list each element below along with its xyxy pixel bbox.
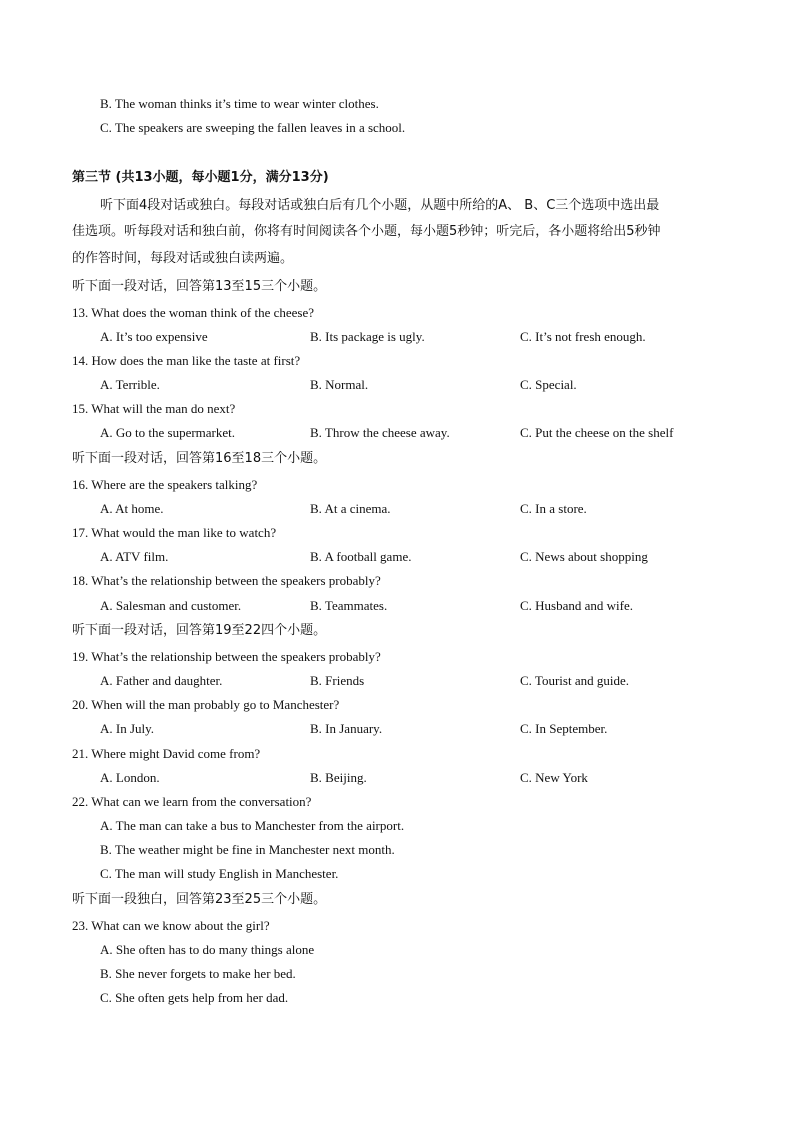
option-a: A. ATV film. [100, 549, 169, 564]
option-a: A. Terrible. [100, 377, 160, 392]
option-b: B. Its package is ugly. [310, 329, 425, 344]
option-b: B. She never forgets to make her bed. [100, 966, 296, 981]
option-c: C. News about shopping [520, 549, 648, 564]
option-b: B. The weather might be fine in Manchester next month. [100, 842, 395, 857]
option-a: A. She often has to do many things alone [100, 942, 315, 957]
question-stem: 22. What can we learn from the conversation? [72, 794, 312, 809]
group-header: 听下面一段对话，回答第16至18三个小题。 [72, 451, 327, 466]
section-title: 第三节 (共13小题，每小题1分，满分13分) [72, 170, 329, 185]
option-c: C. Tourist and guide. [520, 673, 629, 688]
option-c: C. New York [520, 770, 588, 785]
option-c: C. She often gets help from her dad. [100, 990, 289, 1005]
instructions-line-1: 听下面4段对话或独白。每段对话或独白后有几个小题，从题中所给的A、 B、C三个选项中选出最 [100, 198, 660, 213]
option-b: B. Teammates. [310, 598, 388, 613]
question-stem: 19. What’s the relationship between the speakers probably? [72, 649, 381, 664]
question-stem: 14. How does the man like the taste at first? [72, 353, 301, 368]
option-c: C. Put the cheese on the shelf [520, 425, 674, 440]
option-b: B. Throw the cheese away. [310, 425, 450, 440]
instructions-line-2: 佳选项。听每段对话和独白前，你将有时间阅读各个小题，每小题5秒钟；听完后，各小题将给出5秒钟 [72, 224, 661, 239]
question-stem: 16. Where are the speakers talking? [72, 477, 258, 492]
option-c: C. In a store. [520, 501, 587, 516]
option-a: A. Father and daughter. [100, 673, 223, 688]
option-c: C. In September. [520, 721, 608, 736]
prev-option-b: B. The woman thinks it’s time to wear winter clothes. [100, 96, 379, 111]
option-a: A. Go to the supermarket. [100, 425, 236, 440]
question-stem: 21. Where might David come from? [72, 746, 261, 761]
option-a: A. It’s too expensive [100, 329, 208, 344]
question-stem: 17. What would the man like to watch? [72, 525, 277, 540]
option-c: C. The man will study English in Manchester. [100, 866, 339, 881]
option-b: B. Friends [310, 673, 365, 688]
option-a: A. The man can take a bus to Manchester from the airport. [100, 818, 405, 833]
option-b: B. A football game. [310, 549, 412, 564]
option-b: B. Normal. [310, 377, 369, 392]
option-c: C. It’s not fresh enough. [520, 329, 646, 344]
option-c: C. Husband and wife. [520, 598, 634, 613]
group-header: 听下面一段独白，回答第23至25三个小题。 [72, 892, 327, 907]
prev-option-c: C. The speakers are sweeping the fallen leaves in a school. [100, 120, 406, 135]
option-a: A. London. [100, 770, 160, 785]
option-b: B. Beijing. [310, 770, 367, 785]
option-b: B. In January. [310, 721, 383, 736]
option-a: A. Salesman and customer. [100, 598, 242, 613]
option-b: B. At a cinema. [310, 501, 391, 516]
option-c: C. Special. [520, 377, 577, 392]
question-stem: 13. What does the woman think of the cheese? [72, 305, 314, 320]
question-stem: 18. What’s the relationship between the speakers probably? [72, 573, 381, 588]
question-stem: 23. What can we know about the girl? [72, 918, 270, 933]
group-header: 听下面一段对话，回答第19至22四个小题。 [72, 623, 327, 638]
group-header: 听下面一段对话，回答第13至15三个小题。 [72, 279, 327, 294]
option-a: A. At home. [100, 501, 164, 516]
question-stem: 20. When will the man probably go to Manchester? [72, 697, 340, 712]
instructions-line-3: 的作答时间，每段对话或独白读两遍。 [72, 251, 294, 266]
question-stem: 15. What will the man do next? [72, 401, 236, 416]
option-a: A. In July. [100, 721, 155, 736]
